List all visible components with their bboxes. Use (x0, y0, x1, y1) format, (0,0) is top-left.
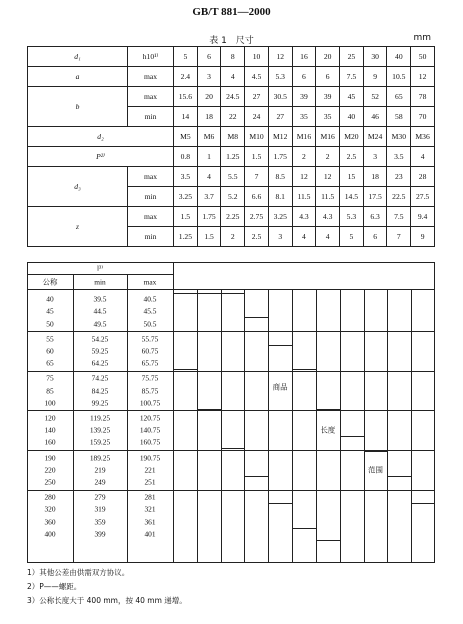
value-cell: 40 (340, 107, 364, 127)
max-length: 45.5 (143, 306, 157, 316)
value-cell: 2 (316, 147, 340, 167)
value-cell: 12 (411, 67, 435, 87)
nominal-length: 50 (46, 319, 54, 328)
value-cell: M5 (174, 127, 198, 147)
max-length: 55.75 (141, 334, 159, 344)
range-edge (316, 409, 340, 410)
grid-line (244, 289, 245, 563)
range-edge (268, 503, 292, 504)
standard-header: GB/T 881—2000 (192, 6, 271, 18)
value-cell: 5 (340, 227, 364, 247)
max-length: 190.75 (139, 453, 161, 462)
value-cell: 65 (387, 87, 411, 107)
range-label: 范围 (367, 465, 383, 475)
value-cell: 4.5 (245, 67, 269, 87)
footnote: 1）其他公差由供需双方协议。 (27, 568, 130, 577)
value-cell: 2 (292, 147, 316, 167)
value-cell: M16 (316, 127, 340, 147)
value-cell: M10 (245, 127, 269, 147)
range-edge (411, 503, 435, 504)
value-cell: 10.5 (387, 67, 411, 87)
max-length: 251 (144, 477, 156, 487)
unit-label: mm (413, 33, 431, 43)
min-length: 59.25 (91, 346, 109, 356)
group-divider (27, 410, 435, 411)
value-cell: 1.5 (174, 207, 198, 227)
max-length: 160.75 (139, 437, 161, 447)
value-cell: 30 (363, 47, 387, 67)
value-cell: 5.3 (268, 67, 292, 87)
range-edge (292, 369, 316, 370)
value-cell: M16 (292, 127, 316, 147)
spec-row (28, 67, 435, 87)
nominal-length: 65 (46, 358, 54, 368)
range-label: 商品 (272, 382, 288, 392)
grid-line (197, 289, 198, 563)
min-length: 119.25 (89, 413, 111, 423)
value-cell: M20 (340, 127, 364, 147)
param-sub-label: min (128, 187, 174, 207)
nominal-length: 220 (44, 465, 56, 475)
nominal-length: 75 (46, 373, 54, 383)
value-cell: 27 (268, 107, 292, 127)
value-cell: 24.5 (221, 87, 245, 107)
value-cell: 39 (292, 87, 316, 107)
nominal-length: 160 (44, 437, 56, 447)
footnotes (27, 566, 187, 608)
value-cell: 6.6 (245, 187, 269, 207)
grid-line (411, 289, 412, 563)
range-edge (387, 476, 411, 477)
param-label: a (28, 67, 128, 87)
value-cell: 23 (387, 167, 411, 187)
value-cell: 4 (316, 227, 340, 247)
value-cell: 0.8 (174, 147, 198, 167)
param-label: z (28, 207, 128, 247)
value-cell: 3 (363, 147, 387, 167)
param-label: P²⁾ (28, 147, 174, 167)
param-sub-label: max (128, 167, 174, 187)
grid-line (364, 289, 365, 563)
param-label: d₃ (28, 167, 128, 207)
value-cell: 8.1 (268, 187, 292, 207)
max-length: 50.5 (143, 319, 157, 328)
value-cell: 8 (221, 47, 245, 67)
value-cell: 2.5 (340, 147, 364, 167)
range-edge (221, 293, 245, 294)
nominal-length: 100 (44, 398, 56, 408)
value-cell: 11.5 (292, 187, 316, 207)
value-cell: M8 (221, 127, 245, 147)
footnote: 3）公称长度大于 400 mm，按 40 mm 递增。 (27, 596, 187, 605)
value-cell: 14.5 (340, 187, 364, 207)
spec-row (28, 127, 435, 147)
value-cell: 58 (387, 107, 411, 127)
value-cell: 1.25 (174, 227, 198, 247)
param-label: d₁ (28, 47, 128, 67)
value-cell: 14 (174, 107, 198, 127)
value-cell: M12 (268, 127, 292, 147)
range-edge (292, 528, 316, 529)
max-length: 321 (144, 504, 156, 514)
nominal-length: 55 (46, 334, 54, 344)
value-cell: 2 (221, 227, 245, 247)
nominal-header: 公称 (42, 277, 58, 286)
nominal-length: 360 (44, 517, 56, 526)
value-cell: 5.3 (340, 207, 364, 227)
value-cell: 2.4 (174, 67, 198, 87)
spec-row (28, 87, 435, 107)
value-cell: 3 (268, 227, 292, 247)
nominal-length: 140 (44, 425, 56, 435)
value-cell: 1.25 (221, 147, 245, 167)
value-cell: 35 (292, 107, 316, 127)
min-length: 74.25 (91, 373, 109, 383)
param-sub-label: max (128, 87, 174, 107)
rule (27, 289, 435, 290)
value-cell: M36 (411, 127, 435, 147)
nominal-length: 320 (44, 504, 56, 514)
value-cell: 6.3 (363, 207, 387, 227)
value-cell: 5 (174, 47, 198, 67)
range-edge (268, 345, 292, 346)
min-header: min (94, 277, 106, 286)
nominal-length: 85 (46, 386, 54, 395)
value-cell: 6 (292, 67, 316, 87)
min-length: 99.25 (91, 398, 109, 408)
nominal-length: 120 (44, 413, 56, 423)
value-cell: 1.75 (197, 207, 221, 227)
param-sub-label: h10¹⁾ (128, 47, 174, 67)
max-header: max (143, 277, 157, 286)
value-cell: 5.2 (221, 187, 245, 207)
param-label: b (28, 87, 128, 127)
value-cell: 20 (197, 87, 221, 107)
value-cell: 6 (363, 227, 387, 247)
value-cell: 10 (245, 47, 269, 67)
value-cell: 7 (387, 227, 411, 247)
range-edge (221, 448, 245, 449)
nominal-length: 190 (44, 453, 56, 462)
value-cell: 4.3 (316, 207, 340, 227)
value-cell: 5.5 (221, 167, 245, 187)
group-divider (27, 331, 435, 332)
value-cell: 46 (363, 107, 387, 127)
param-sub-label: min (128, 227, 174, 247)
max-length: 221 (144, 465, 156, 475)
min-length: 279 (94, 492, 106, 502)
grid-line (316, 289, 317, 563)
rule (73, 274, 74, 563)
range-edge (340, 436, 364, 437)
param-label: d₂ (28, 127, 174, 147)
value-cell: 70 (411, 107, 435, 127)
value-cell: 3.7 (197, 187, 221, 207)
rule (27, 274, 173, 275)
value-cell: 7 (245, 167, 269, 187)
nominal-length: 40 (46, 294, 54, 304)
value-cell: 4 (292, 227, 316, 247)
grid-line (268, 289, 269, 563)
max-length: 75.75 (141, 373, 159, 383)
min-length: 399 (94, 529, 106, 539)
min-length: 39.5 (93, 294, 107, 304)
value-cell: 15.6 (174, 87, 198, 107)
value-cell: 6 (197, 47, 221, 67)
range-edge (364, 451, 388, 452)
value-cell: 9.4 (411, 207, 435, 227)
min-length: 249 (94, 477, 106, 487)
range-edge (173, 369, 197, 370)
min-length: 359 (94, 517, 106, 526)
value-cell: 1.75 (268, 147, 292, 167)
value-cell: 52 (363, 87, 387, 107)
min-length: 139.25 (89, 425, 111, 435)
value-cell: 22.5 (387, 187, 411, 207)
min-length: 49.5 (93, 319, 107, 328)
max-length: 65.75 (141, 358, 159, 368)
value-cell: 4.3 (292, 207, 316, 227)
value-cell: 24 (245, 107, 269, 127)
value-cell: 4 (221, 67, 245, 87)
length-range-table (27, 262, 435, 563)
value-cell: 6 (316, 67, 340, 87)
value-cell: 28 (411, 167, 435, 187)
max-length: 100.75 (139, 398, 161, 408)
grid-line (221, 289, 222, 563)
param-sub-label: min (128, 107, 174, 127)
value-cell: 1.5 (245, 147, 269, 167)
spec-row (28, 147, 435, 167)
value-cell: 11.5 (316, 187, 340, 207)
rule (173, 262, 174, 563)
value-cell: 78 (411, 87, 435, 107)
spec-row (28, 207, 435, 227)
value-cell: 3.5 (387, 147, 411, 167)
value-cell: M30 (387, 127, 411, 147)
value-cell: 16 (292, 47, 316, 67)
grid-line (292, 289, 293, 563)
value-cell: 12 (316, 167, 340, 187)
nominal-length: 280 (44, 492, 56, 502)
value-cell: 3 (197, 67, 221, 87)
value-cell: M6 (197, 127, 221, 147)
length-title: l³⁾ (96, 263, 104, 273)
value-cell: 7.5 (387, 207, 411, 227)
value-cell: 18 (363, 167, 387, 187)
range-edge (244, 476, 268, 477)
min-length: 319 (94, 504, 106, 514)
nominal-length: 45 (46, 306, 54, 316)
value-cell: 1.5 (197, 227, 221, 247)
range-edge (173, 293, 197, 294)
value-cell: 2.5 (245, 227, 269, 247)
min-length: 159.25 (89, 437, 111, 447)
value-cell: 12 (292, 167, 316, 187)
grid-line (387, 289, 388, 563)
param-sub-label: max (128, 207, 174, 227)
param-sub-label: max (128, 67, 174, 87)
value-cell: 27.5 (411, 187, 435, 207)
value-cell: 35 (316, 107, 340, 127)
max-length: 140.75 (139, 425, 161, 435)
min-length: 54.25 (91, 334, 109, 344)
range-edge (197, 293, 221, 294)
group-divider (27, 490, 435, 491)
max-length: 281 (144, 492, 156, 502)
nominal-length: 250 (44, 477, 56, 487)
value-cell: 1 (197, 147, 221, 167)
value-cell: 30.5 (268, 87, 292, 107)
value-cell: 27 (245, 87, 269, 107)
min-length: 44.5 (93, 306, 107, 316)
value-cell: 3.25 (174, 187, 198, 207)
group-divider (27, 371, 435, 372)
table-border (27, 262, 435, 563)
range-label: 长度 (320, 425, 336, 435)
value-cell: 8.5 (268, 167, 292, 187)
value-cell: 7.5 (340, 67, 364, 87)
value-cell: 18 (197, 107, 221, 127)
min-length: 84.25 (91, 386, 109, 395)
max-length: 361 (144, 517, 156, 526)
max-length: 60.75 (141, 346, 159, 356)
max-length: 40.5 (143, 294, 157, 304)
min-length: 219 (94, 465, 106, 475)
max-length: 120.75 (139, 413, 161, 423)
value-cell: 17.5 (363, 187, 387, 207)
value-cell: 9 (363, 67, 387, 87)
footnote: 2）P——螺距。 (27, 582, 82, 591)
dimension-table (27, 46, 435, 247)
grid-line (340, 289, 341, 563)
value-cell: 4 (411, 147, 435, 167)
max-length: 401 (144, 529, 156, 539)
range-edge (244, 317, 268, 318)
value-cell: 2.25 (221, 207, 245, 227)
nominal-length: 60 (46, 346, 54, 356)
min-length: 189.25 (89, 453, 111, 462)
value-cell: 12 (268, 47, 292, 67)
spec-row (28, 167, 435, 187)
range-edge (316, 540, 340, 541)
value-cell: 15 (340, 167, 364, 187)
value-cell: 40 (387, 47, 411, 67)
value-cell: 3.25 (268, 207, 292, 227)
value-cell: M24 (363, 127, 387, 147)
value-cell: 22 (221, 107, 245, 127)
value-cell: 3.5 (174, 167, 198, 187)
range-edge (197, 409, 221, 410)
rule (127, 274, 128, 563)
value-cell: 20 (316, 47, 340, 67)
value-cell: 39 (316, 87, 340, 107)
spec-row (28, 47, 435, 67)
value-cell: 4 (197, 167, 221, 187)
value-cell: 25 (340, 47, 364, 67)
value-cell: 9 (411, 227, 435, 247)
value-cell: 45 (340, 87, 364, 107)
min-length: 64.25 (91, 358, 109, 368)
max-length: 85.75 (141, 386, 159, 395)
value-cell: 2.75 (245, 207, 269, 227)
value-cell: 50 (411, 47, 435, 67)
table-caption: 表 1 尺寸 (209, 36, 254, 46)
nominal-length: 400 (44, 529, 56, 539)
